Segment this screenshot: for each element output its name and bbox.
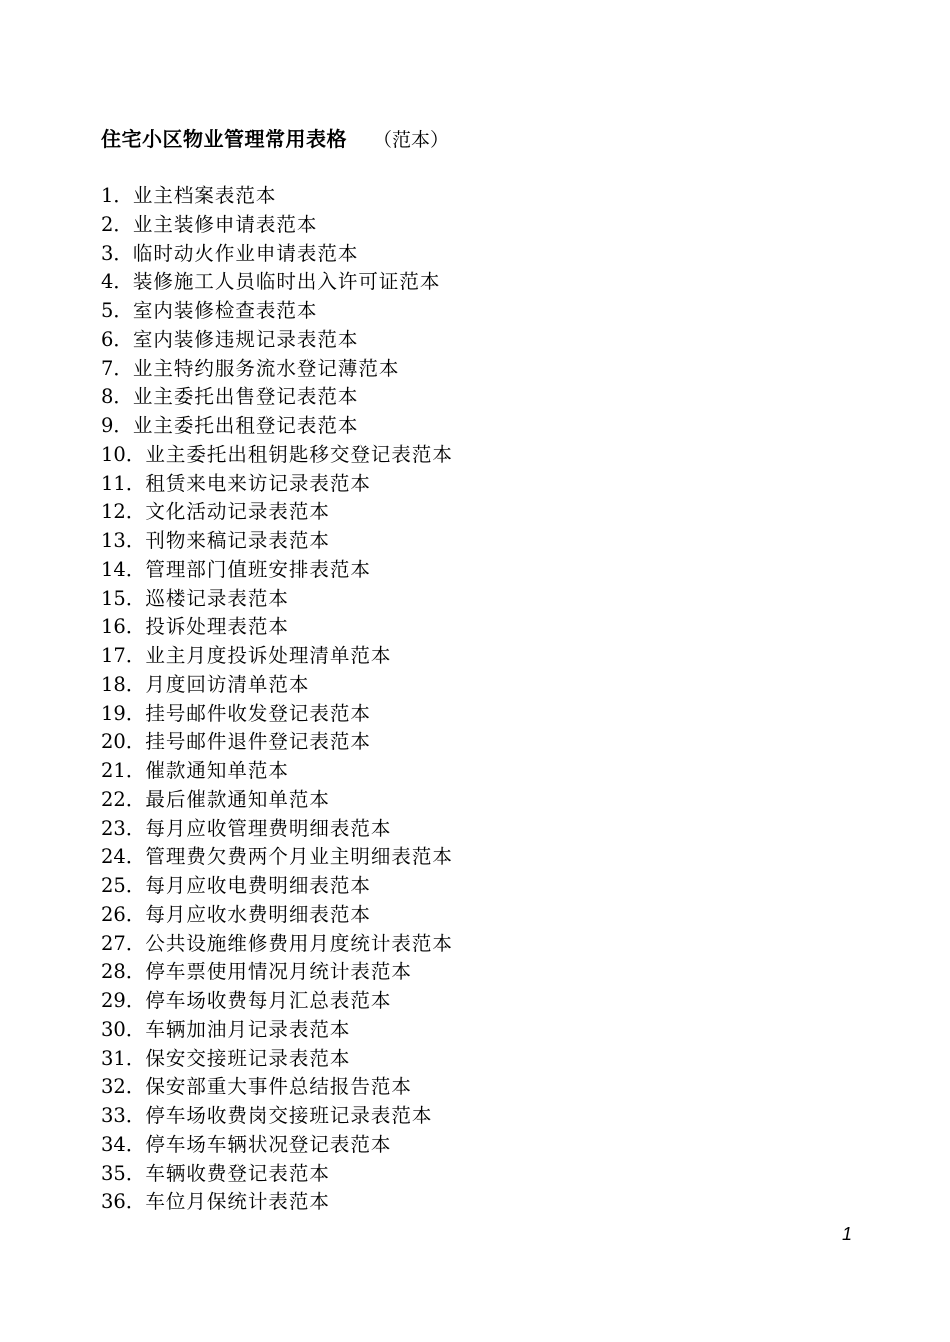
list-item-number: 25．	[101, 874, 146, 897]
list-item	[101, 1073, 453, 1102]
list-item-text: 车辆加油月记录表范本	[145, 1017, 351, 1041]
list-item-number: 33．	[101, 1104, 146, 1127]
list-item-number: 18．	[101, 672, 146, 696]
list-item-text: 业主委托出售登记表范本	[132, 385, 359, 409]
list-item-number: 31．	[101, 1046, 146, 1070]
list-item-text: 业主委托出租登记表范本	[132, 414, 359, 437]
list-item-text: 停车场收费每月汇总表范本	[145, 989, 392, 1012]
list-item-text: 装修施工人员临时出入许可证范本	[132, 270, 441, 294]
list-item-number: 26．	[101, 902, 146, 926]
list-item	[101, 700, 453, 729]
list-item-number: 7．	[101, 356, 133, 380]
list-item-text: 巡楼记录表范本	[145, 586, 289, 610]
list-item-number: 13．	[101, 529, 146, 552]
list-item-number: 32．	[101, 1075, 146, 1099]
list-item-text: 临时动火作业申请表范本	[132, 241, 359, 265]
list-item-number: 36．	[101, 1190, 146, 1214]
list-item	[101, 613, 453, 642]
list-item	[101, 872, 453, 901]
list-item-number: 16．	[101, 615, 146, 639]
list-item	[101, 815, 453, 844]
list-item	[101, 182, 453, 211]
list-item	[101, 728, 453, 757]
document-heading	[101, 122, 449, 156]
list-item-text: 室内装修违规记录表范本	[132, 327, 359, 351]
list-item-text: 每月应收水费明细表范本	[145, 902, 371, 926]
list-item-text: 月度回访清单范本	[145, 672, 310, 696]
list-item	[101, 987, 453, 1016]
list-item-text: 停车场收费岗交接班记录表范本	[145, 1104, 433, 1127]
list-item	[101, 470, 453, 499]
document-title: 住宅小区物业管理常用表格	[101, 127, 347, 151]
list-item-text: 业主档案表范本	[132, 184, 277, 207]
list-item-number: 20．	[101, 730, 146, 754]
list-item-text: 挂号邮件收发登记表范本	[145, 701, 371, 725]
list-item-number: 11．	[101, 471, 146, 495]
list-item	[101, 527, 453, 556]
list-item	[101, 958, 453, 987]
list-item-text: 管理费欠费两个月业主明细表范本	[145, 845, 453, 869]
list-item-number: 17．	[101, 644, 146, 667]
list-item-text: 刊物来稿记录表范本	[145, 529, 330, 552]
list-item-text: 公共设施维修费用月度统计表范本	[145, 931, 453, 955]
list-item-number: 1．	[101, 184, 133, 207]
list-item-number: 30．	[101, 1017, 146, 1041]
list-item	[101, 1131, 453, 1160]
list-item-text: 停车票使用情况月统计表范本	[145, 960, 412, 984]
list-item-number: 6．	[101, 327, 133, 351]
list-item	[101, 1160, 453, 1189]
list-item-text: 文化活动记录表范本	[145, 500, 330, 524]
list-item-number: 5．	[101, 299, 133, 322]
list-item-text: 保安部重大事件总结报告范本	[145, 1075, 412, 1099]
list-item	[101, 642, 453, 671]
list-item-text: 投诉处理表范本	[145, 615, 289, 639]
list-item	[101, 556, 453, 585]
list-item-number: 34．	[101, 1132, 146, 1156]
list-item-number: 23．	[101, 816, 146, 840]
list-item-text: 业主委托出租钥匙移交登记表范本	[145, 442, 453, 466]
list-item	[101, 297, 453, 326]
list-item-number: 9．	[101, 414, 133, 437]
list-item	[101, 671, 453, 700]
list-item-text: 挂号邮件退件登记表范本	[145, 730, 371, 754]
list-item	[101, 585, 453, 614]
list-item	[101, 901, 453, 930]
list-item-text: 车位月保统计表范本	[145, 1190, 330, 1214]
list-item	[101, 930, 453, 959]
list-item	[101, 412, 453, 441]
list-item-text: 业主装修申请表范本	[132, 212, 318, 236]
page-number: 1	[842, 1224, 853, 1244]
list-item-number: 8．	[101, 385, 133, 409]
list-item	[101, 786, 453, 815]
list-item-text: 催款通知单范本	[145, 759, 289, 782]
list-item	[101, 1045, 453, 1074]
list-item-number: 12．	[101, 500, 146, 524]
list-item	[101, 1016, 453, 1045]
list-item-number: 24．	[101, 845, 146, 869]
list-item	[101, 1102, 453, 1131]
list-item-text: 保安交接班记录表范本	[145, 1046, 351, 1070]
list-item-text: 租赁来电来访记录表范本	[145, 471, 371, 495]
form-list	[101, 182, 453, 1217]
list-item-text: 管理部门值班安排表范本	[145, 557, 371, 581]
list-item	[101, 498, 453, 527]
list-item-text: 最后催款通知单范本	[145, 787, 330, 811]
list-item	[101, 757, 453, 786]
list-item	[101, 355, 453, 384]
document-subtitle: （范本）	[373, 129, 450, 151]
list-item-text: 业主特约服务流水登记薄范本	[132, 356, 400, 380]
list-item	[101, 1188, 453, 1217]
list-item-number: 29．	[101, 989, 146, 1012]
list-item	[101, 268, 453, 297]
list-item-number: 3．	[101, 241, 133, 265]
list-item	[101, 326, 453, 355]
list-item-text: 每月应收电费明细表范本	[145, 874, 371, 897]
list-item-number: 27．	[101, 931, 146, 955]
list-item-number: 22．	[101, 787, 146, 811]
list-item	[101, 383, 453, 412]
list-item-number: 14．	[101, 557, 146, 581]
list-item	[101, 240, 453, 269]
list-item-text: 停车场车辆状况登记表范本	[145, 1132, 392, 1156]
list-item-text: 车辆收费登记表范本	[145, 1161, 330, 1185]
list-item	[101, 211, 453, 240]
list-item-number: 35．	[101, 1161, 146, 1185]
list-item-text: 业主月度投诉处理清单范本	[145, 644, 392, 667]
list-item-text: 室内装修检查表范本	[132, 299, 318, 322]
list-item-number: 10．	[101, 442, 146, 466]
list-item-number: 2．	[101, 212, 133, 236]
list-item-number: 15．	[101, 586, 146, 610]
list-item	[101, 441, 453, 470]
list-item-number: 4．	[101, 270, 133, 294]
list-item-number: 21．	[101, 759, 146, 782]
list-item	[101, 843, 453, 872]
list-item-text: 每月应收管理费明细表范本	[145, 816, 392, 840]
list-item-number: 19．	[101, 701, 146, 725]
list-item-number: 28．	[101, 960, 146, 984]
